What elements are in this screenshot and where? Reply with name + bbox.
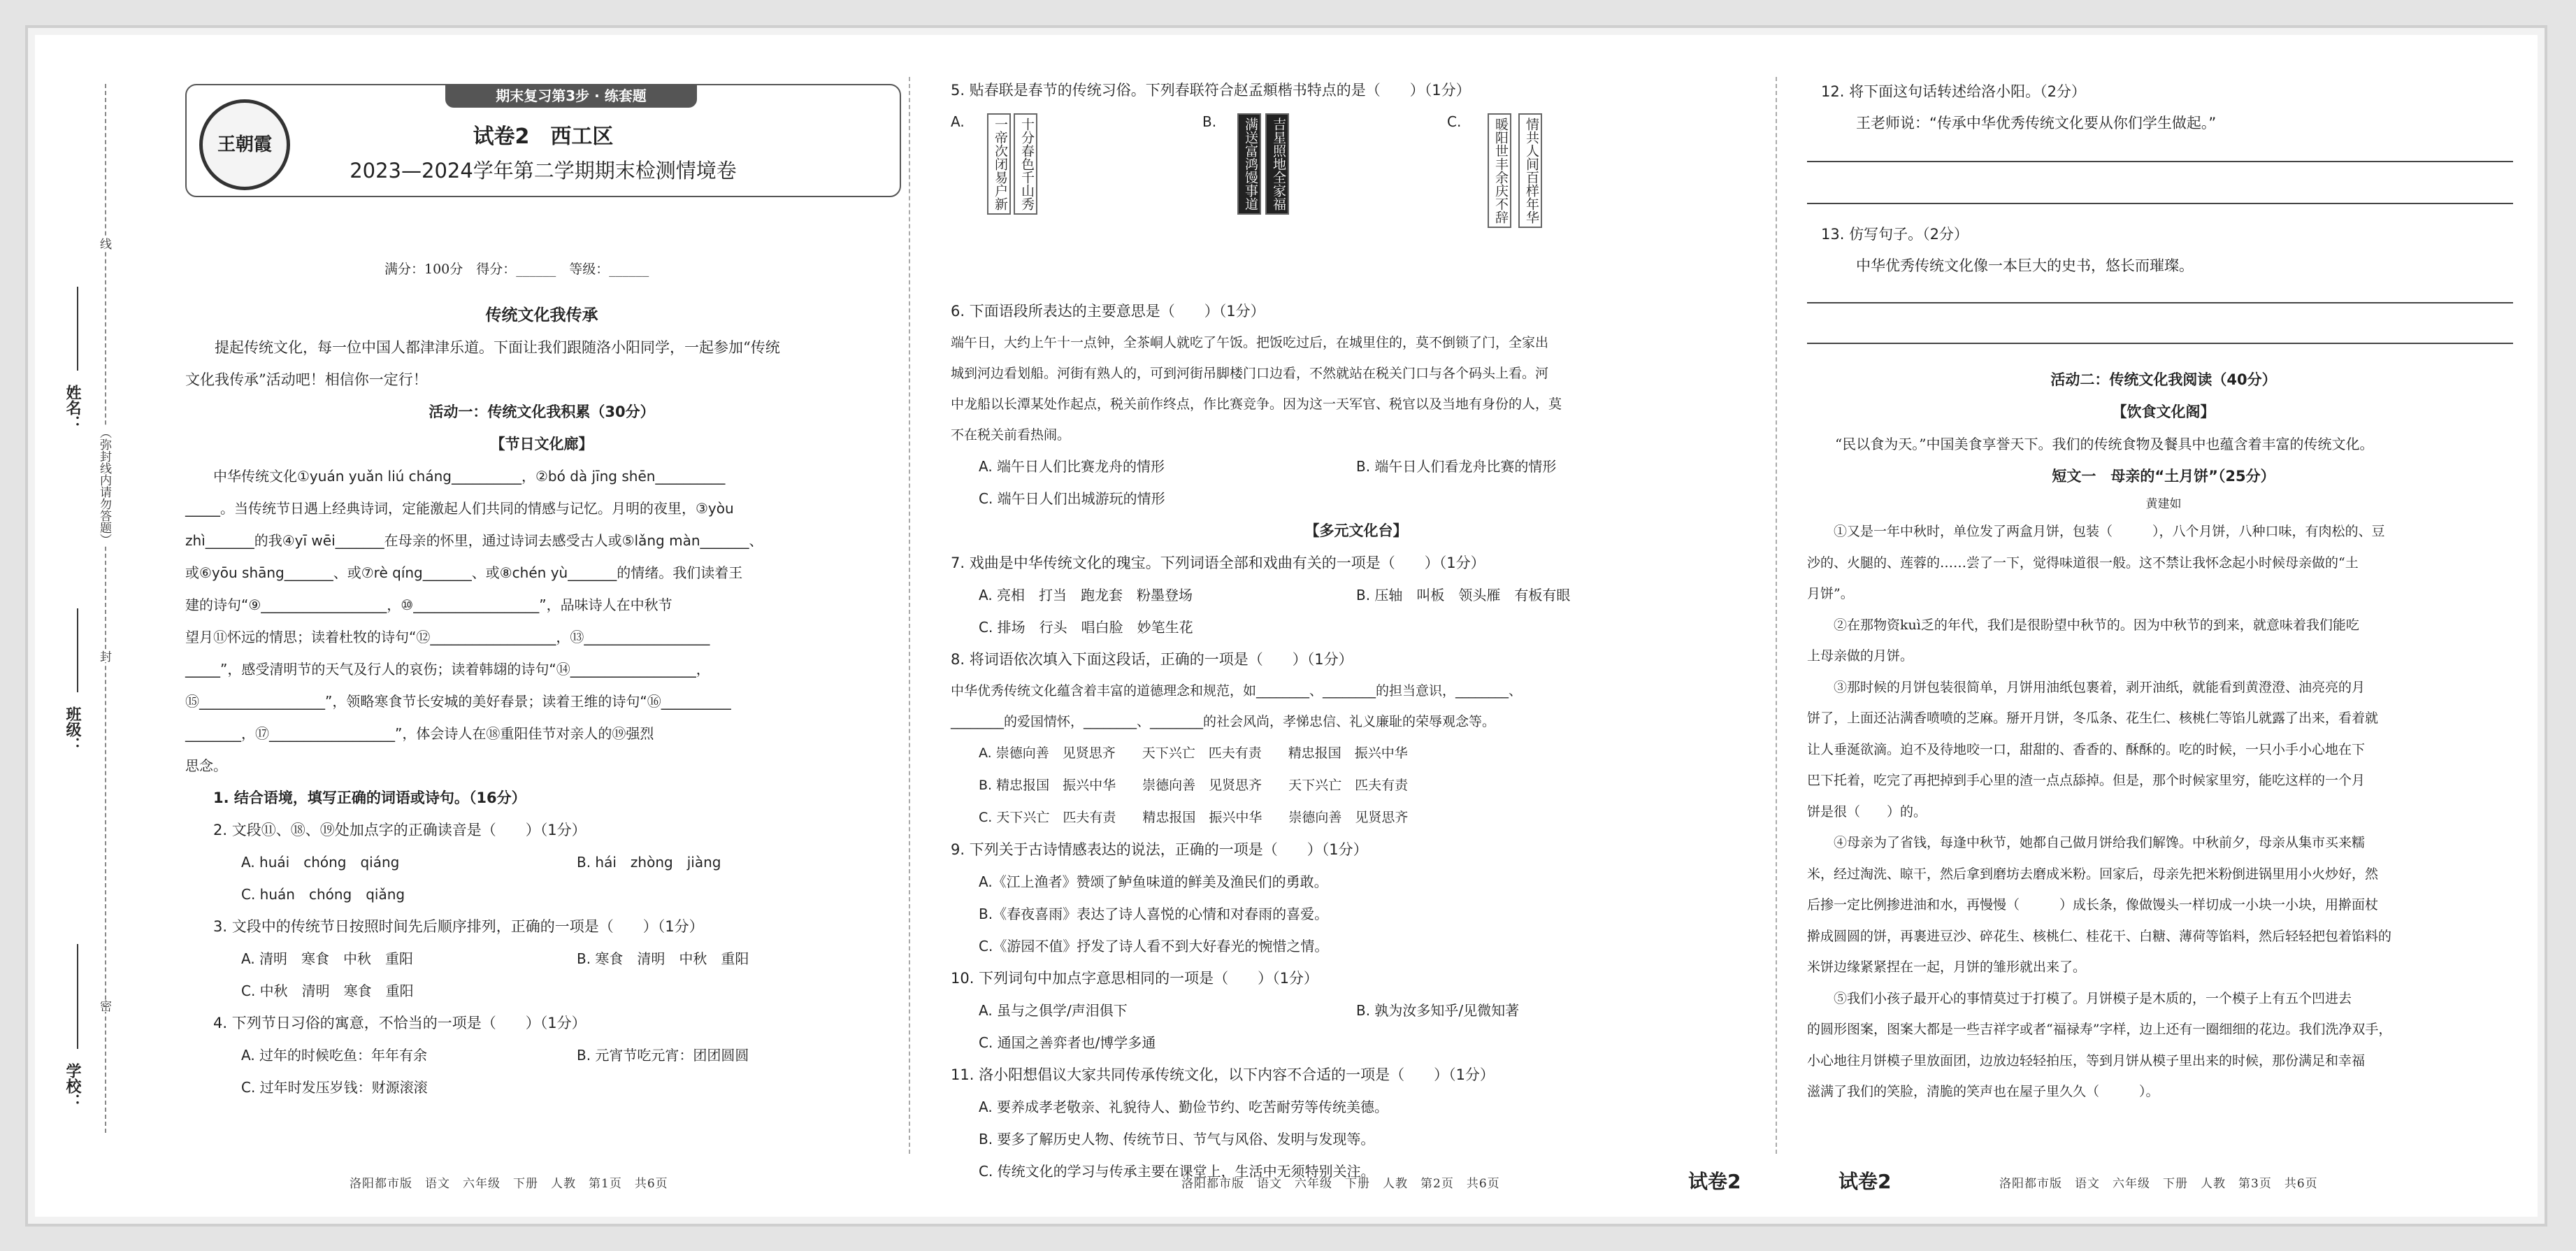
festival-section-heading: 【节日文化廊】 (490, 436, 593, 452)
q2-option-b[interactable]: B. hái zhòng jiàng (577, 854, 721, 871)
q10-option-c[interactable]: C. 通国之善弈者也/博学多通 (979, 1034, 1156, 1051)
passage-line: 或⑥yōu shāng_______、或⑦rè qíng_______、或⑧chén yù_______的情绪。我们读着王 (185, 564, 743, 581)
q4-option-c[interactable]: C. 过年时发压岁钱：财源滚滚 (241, 1079, 428, 1096)
q8-option-c[interactable]: C. 天下兴亡 匹夫有责 精忠报国 振兴中华 崇德向善 见贤思齐 (979, 810, 1409, 825)
q6-passage-line: 中龙船以长潭某处作起点，税关前作终点，作比赛竞争。因为这一天军官、税官以及当地有身份的人，莫 (951, 396, 1562, 412)
q3-option-c[interactable]: C. 中秋 清明 寒食 重阳 (241, 982, 414, 999)
q5-option-b-label[interactable]: B. (1202, 113, 1217, 130)
essay-line: 上母亲做的月饼。 (1807, 648, 1914, 664)
q6-options (951, 450, 1762, 482)
page-2 (923, 35, 1776, 1217)
page3-exam-mark: 试卷2 (1839, 1170, 1892, 1193)
passage-line: 思念。 (185, 757, 227, 774)
q7-options (951, 579, 1762, 611)
q3-options (185, 943, 898, 975)
question-1: 1. 结合语境，填写正确的词语或诗句。（16分） (213, 789, 526, 806)
essay-line: 滋满了我们的笑脸，清脆的笑声也在屋子里久久（ ）。 (1807, 1084, 2159, 1099)
q2-option-c[interactable]: C. huán chóng qiǎng (241, 886, 405, 903)
essay-author: 黄建如 (2145, 497, 2182, 511)
q5-couplet-c-left: 暖阳世丰余庆不辞 (1488, 113, 1511, 228)
question-6: 6. 下面语段所表达的主要意思是（ ）（1分） (951, 303, 1265, 320)
essay-line: ⑤我们小孩子最开心的事情莫过于打模了。月饼模子是木质的，一个模子上有五个凹进去 (1834, 990, 2352, 1006)
essay-line: ④母亲为了省钱，每逢中秋节，她都自己做月饼给我们解馋。中秋前夕，母亲从集市买来糯 (1834, 835, 2366, 850)
q9-option-b[interactable]: B.《春夜喜雨》表达了诗人喜悦的心情和对春雨的喜爱。 (979, 906, 1329, 922)
essay-line: 巴下托着，吃完了再把掉到手心里的渣一点点舔掉。但是，那个时候家里穷，能吃这样的一个月 (1807, 773, 2366, 788)
passage-line: ________，⑰__________________”，体会诗人在⑱重阳佳节对亲人的⑲强烈 (185, 725, 654, 742)
theme-title: 传统文化我传承 (485, 306, 598, 324)
q5-couplet-a-right: 十分春色千山秀 (1014, 113, 1037, 215)
essay-line: ①又是一年中秋时，单位发了两盒月饼，包装（ ），八个月饼，八种口味，有肉松的、豆 (1834, 524, 2385, 539)
page2-footer: 洛阳都市版 语文 六年级 下册 人教 第2页 共6页 (1181, 1177, 1500, 1191)
food-section-heading: 【饮食文化阁】 (2112, 403, 2215, 420)
q9-option-a[interactable]: A.《江上渔者》赞颂了鲈鱼味道的鲜美及渔民们的勇敢。 (979, 873, 1328, 890)
passage-line: _____”，感受清明节的天气及行人的哀伤；读着韩翃的诗句“⑭__________________， (185, 661, 710, 678)
q4-option-b[interactable]: B. 元宵节吃元宵：团团圆圆 (577, 1047, 749, 1064)
q4-options (185, 1039, 898, 1071)
question-7: 7. 戏曲是中华传统文化的瑰宝。下列词语全部和戏曲有关的一项是（ ）（1分） (951, 555, 1485, 571)
intro-line-1: 提起传统文化，每一位中国人都津津乐道。下面让我们跟随洛小阳同学，一起参加“传统 (215, 339, 780, 356)
q6-option-a[interactable]: A. 端午日人们比赛龙舟的情形 (979, 458, 1165, 475)
page-1 (35, 35, 902, 1217)
essay-line: 米饼边缘紧紧捏在一起，月饼的雏形就出来了。 (1807, 959, 2087, 975)
q10-option-a[interactable]: A. 虽与之俱学/声泪俱下 (979, 1002, 1128, 1019)
score-line: 满分：100分 得分：______ 等级：______ (384, 262, 649, 277)
page2-body (951, 295, 1762, 1187)
essay-title: 短文一 母亲的“土月饼”（25分） (2052, 468, 2275, 485)
q4-option-a[interactable]: A. 过年的时候吃鱼：年年有余 (241, 1047, 428, 1064)
q5-option-c-label[interactable]: C. (1447, 113, 1462, 130)
essay-line: 沙的、火腿的、莲蓉的……尝了一下，觉得味道很一般。这不禁让我怀念起小时候母亲做的“土 (1807, 555, 2359, 571)
question-8: 8. 将词语依次填入下面这段话，正确的一项是（ ）（1分） (951, 651, 1353, 668)
essay-line: 让人垂涎欲滴。迫不及待地咬一口，甜甜的、香香的、酥酥的。吃的时候，一只小手小心地在下 (1807, 741, 2366, 757)
logo-text: 王朝霞 (217, 134, 272, 155)
q7-option-a[interactable]: A. 亮相 打当 跑龙套 粉墨登场 (979, 587, 1193, 603)
q5-couplet-b-left: 满送富鸿馒事道 (1237, 113, 1261, 215)
culture-section-heading: 【多元文化台】 (1304, 522, 1408, 539)
seal-mark-secret: 密 (95, 1000, 113, 1012)
q3-option-b[interactable]: B. 寒食 清明 中秋 重阳 (577, 950, 749, 967)
q6-option-b[interactable]: B. 端午日人们看龙舟比赛的情形 (1356, 458, 1557, 475)
q8-option-a[interactable]: A. 崇德向善 见贤思齐 天下兴亡 匹夫有责 精忠报国 振兴中华 (979, 745, 1408, 761)
q6-option-c[interactable]: C. 端午日人们出城游玩的情形 (979, 490, 1165, 507)
passage-line: zhì_______的我④yī wēi_______在母亲的怀里，通过诗词去感受古人或⑤lǎng màn_______、 (185, 532, 763, 549)
question-9: 9. 下列关于古诗情感表达的说法，正确的一项是（ ）（1分） (951, 841, 1368, 858)
essay-line: ②在那物资kuì乏的年代，我们是很盼望中秋节的。因为中秋节的到来，就意味着我们能吃 (1834, 617, 2359, 633)
q5-option-a-label[interactable]: A. (951, 113, 965, 130)
exam-header (185, 84, 901, 197)
column-divider (1776, 77, 1777, 1154)
q10-option-b[interactable]: B. 孰为汝多知乎/见微知著 (1356, 1002, 1520, 1019)
question-3: 3. 文段中的传统节日按照时间先后顺序排列，正确的一项是（ ）（1分） (213, 918, 704, 935)
page1-body (185, 299, 898, 1103)
q12-answer-line[interactable] (1807, 203, 2513, 204)
review-badge: 期末复习第3步 · 练套题 (445, 84, 697, 108)
passage-line: 中华传统文化①yuán yuǎn liú cháng__________，②bó dà jīng shēn__________ (213, 468, 726, 485)
activity2-heading: 活动二：传统文化我阅读（40分） (2050, 371, 2277, 388)
question-2: 2. 文段⑪、⑱、⑲处加点字的正确读音是（ ）（1分） (213, 822, 587, 838)
question-13: 13. 仿写句子。（2分） (1821, 226, 1969, 243)
question-12: 12. 将下面这句话转述给洛小阳。（2分） (1821, 83, 2086, 100)
exam-title: 试卷2 西工区 (473, 124, 614, 149)
column-divider (909, 77, 910, 1154)
festival-passage[interactable] (185, 460, 898, 782)
essay-line: 的圆形图案，图案大都是一些吉祥字或者“福禄寿”字样，边上还有一圈细细的花边。我们洗净双手， (1807, 1022, 2392, 1037)
q7-option-b[interactable]: B. 压轴 叫板 领头雁 有板有眼 (1356, 587, 1571, 603)
page2-exam-mark: 试卷2 (1688, 1170, 1741, 1193)
name-field[interactable] (77, 287, 78, 371)
q6-passage-line: 端午日，大约上午十一点钟，全茶峒人就吃了午饭。把饭吃过后，在城里住的，莫不倒锁了门，全家出 (951, 335, 1549, 350)
question-11: 11. 洛小阳想倡议大家共同传承传统文化，以下内容不合适的一项是（ ）（1分） (951, 1066, 1495, 1083)
activity1-heading: 活动一：传统文化我积累（30分） (429, 403, 655, 420)
name-label: 姓名： (64, 385, 81, 431)
q12-text: 王老师说：“传承中华优秀传统文化要从你们学生做起。” (1856, 115, 2217, 131)
q3-option-a[interactable]: A. 清明 寒食 中秋 重阳 (241, 950, 414, 967)
passage-line: _____。当传统节日遇上经典诗词，定能激起人们共同的情感与记忆。月明的夜里，③yòu (185, 500, 734, 517)
q5-couplet-a-left: 一帝次闭易户新 (987, 113, 1011, 215)
q13-text: 中华优秀传统文化像一本巨大的史书，悠长而璀璨。 (1856, 257, 2194, 274)
essay-line: 月饼”。 (1807, 586, 1854, 601)
page3-footer: 洛阳都市版 语文 六年级 下册 人教 第3页 共6页 (1999, 1177, 2318, 1191)
essay-line: 擀成圆圆的饼，再裹进豆沙、碎花生、核桃仁、桂花干、白糖、薄荷等馅料，然后轻轻把包着馅料的 (1807, 928, 2392, 944)
passage-line: 望月⑪怀远的情思；读着杜牧的诗句“⑫__________________，⑬__________________ (185, 629, 710, 645)
q7-option-c[interactable]: C. 排场 行头 唱白脸 妙笔生花 (979, 619, 1193, 636)
q6-passage-line: 不在税关前看热闹。 (951, 427, 1071, 443)
question-10: 10. 下列词句中加点字意思相同的一项是（ ）（1分） (951, 970, 1318, 987)
school-field[interactable] (77, 944, 78, 1049)
seal-note: （弥封线内请勿答题） (95, 427, 113, 545)
page1-footer: 洛阳都市版 语文 六年级 下册 人教 第1页 共6页 (350, 1177, 668, 1191)
q10-options (951, 994, 1762, 1027)
essay-body (1807, 516, 2520, 1108)
question-5: 5. 贴春联是春节的传统习俗。下列春联符合赵孟頫楷书特点的是（ ）（1分） (951, 82, 1471, 99)
essay-line: 小心地往月饼模子里放面团，边放边轻轻拍压，等到月饼从模子里出来的时候，那份满足和幸福 (1807, 1052, 2366, 1068)
class-label: 班级： (64, 706, 81, 752)
q9-option-c[interactable]: C.《游园不值》抒发了诗人看不到大好春光的惋惜之情。 (979, 938, 1329, 955)
page3-body (1807, 364, 2520, 1108)
q5-couplet-b-right: 吉星照地全家福 (1265, 113, 1289, 215)
exam-subtitle: 2023—2024学年第二学期期末检测情境卷 (350, 159, 737, 183)
exam-sheet (35, 35, 2538, 1217)
seal-mark-line: 线 (95, 238, 113, 250)
q8-passage-line: ________的爱国情怀，________、________的社会风尚，孝悌忠信、礼义廉耻的荣辱观念等。 (951, 714, 1496, 729)
page-3 (1790, 35, 2531, 1217)
q6-passage-line: 城到河边看划船。河街有熟人的，可到河街吊脚楼门口边看，不然就站在税关门口与各个码头上看。河 (951, 366, 1549, 381)
q8-option-b[interactable]: B. 精忠报国 振兴中华 崇德向善 见贤思齐 天下兴亡 匹夫有责 (979, 778, 1409, 793)
intro-line-2: 文化我传承”活动吧！相信你一定行！ (185, 371, 428, 388)
question-4: 4. 下列节日习俗的寓意，不恰当的一项是（ ）（1分） (213, 1015, 587, 1031)
passage-line: ⑮__________________”，领略寒食节长安城的美好春景；读着王维的诗句“⑯__________ (185, 693, 731, 710)
q8-passage (951, 675, 1762, 737)
school-label: 学校： (64, 1063, 81, 1109)
q5-couplet-c-right: 情共人间百样年华 (1518, 113, 1542, 228)
essay-line: 后掺一定比例掺进油和水，再慢慢（ ）成长条，像做馒头一样切成一小块一小块，用擀面杖 (1807, 897, 2379, 913)
food-intro: “民以食为天。”中国美食享誉天下。我们的传统食物及餐具中也蕴含着丰富的传统文化。 (1835, 436, 2374, 452)
seal-gutter (35, 35, 140, 1217)
essay-line: 米，经过淘洗、晾干，然后拿到磨坊去磨成米粉。回家后，母亲先把米粉倒进锅里用小火炒好，然 (1807, 866, 2379, 882)
essay-line: 饼是很（ ）的。 (1807, 803, 1927, 820)
q8-passage-line: 中华优秀传统文化蕴含着丰富的道德理念和规范，如________、________的担当意识，________、 (951, 683, 1523, 699)
essay-line: 饼了，上面还沾满香喷喷的芝麻。掰开月饼，冬瓜条、花生仁、核桃仁等馅儿就露了出来，看着就 (1807, 710, 2379, 726)
essay-line: ③那时候的月饼包装很简单，月饼用油纸包裹着，剥开油纸，就能看到黄澄澄、油亮亮的月 (1834, 679, 2366, 695)
class-field[interactable] (77, 608, 78, 692)
q2-option-a[interactable]: A. huái chóng qiáng (241, 854, 400, 871)
passage-line: 建的诗句“⑨__________________，⑩__________________”，品味诗人在中秋节 (185, 596, 672, 613)
q12-answer-line[interactable] (1807, 161, 2513, 162)
q6-passage (951, 327, 1762, 450)
q11-option-b[interactable]: B. 要多了解历史人物、传统节日、节气与风俗、发明与发现等。 (979, 1131, 1375, 1148)
q11-option-c[interactable]: C. 传统文化的学习与传承主要在课堂上，生活中无须特别关注。 (979, 1163, 1375, 1180)
q11-option-a[interactable]: A. 要养成孝老敬亲、礼貌待人、勤俭节约、吃苦耐劳等传统美德。 (979, 1099, 1389, 1115)
seal-mark-seal: 封 (95, 650, 113, 662)
q13-answer-line[interactable] (1807, 302, 2513, 303)
q13-answer-line[interactable] (1807, 343, 2513, 344)
q2-options (185, 846, 898, 878)
